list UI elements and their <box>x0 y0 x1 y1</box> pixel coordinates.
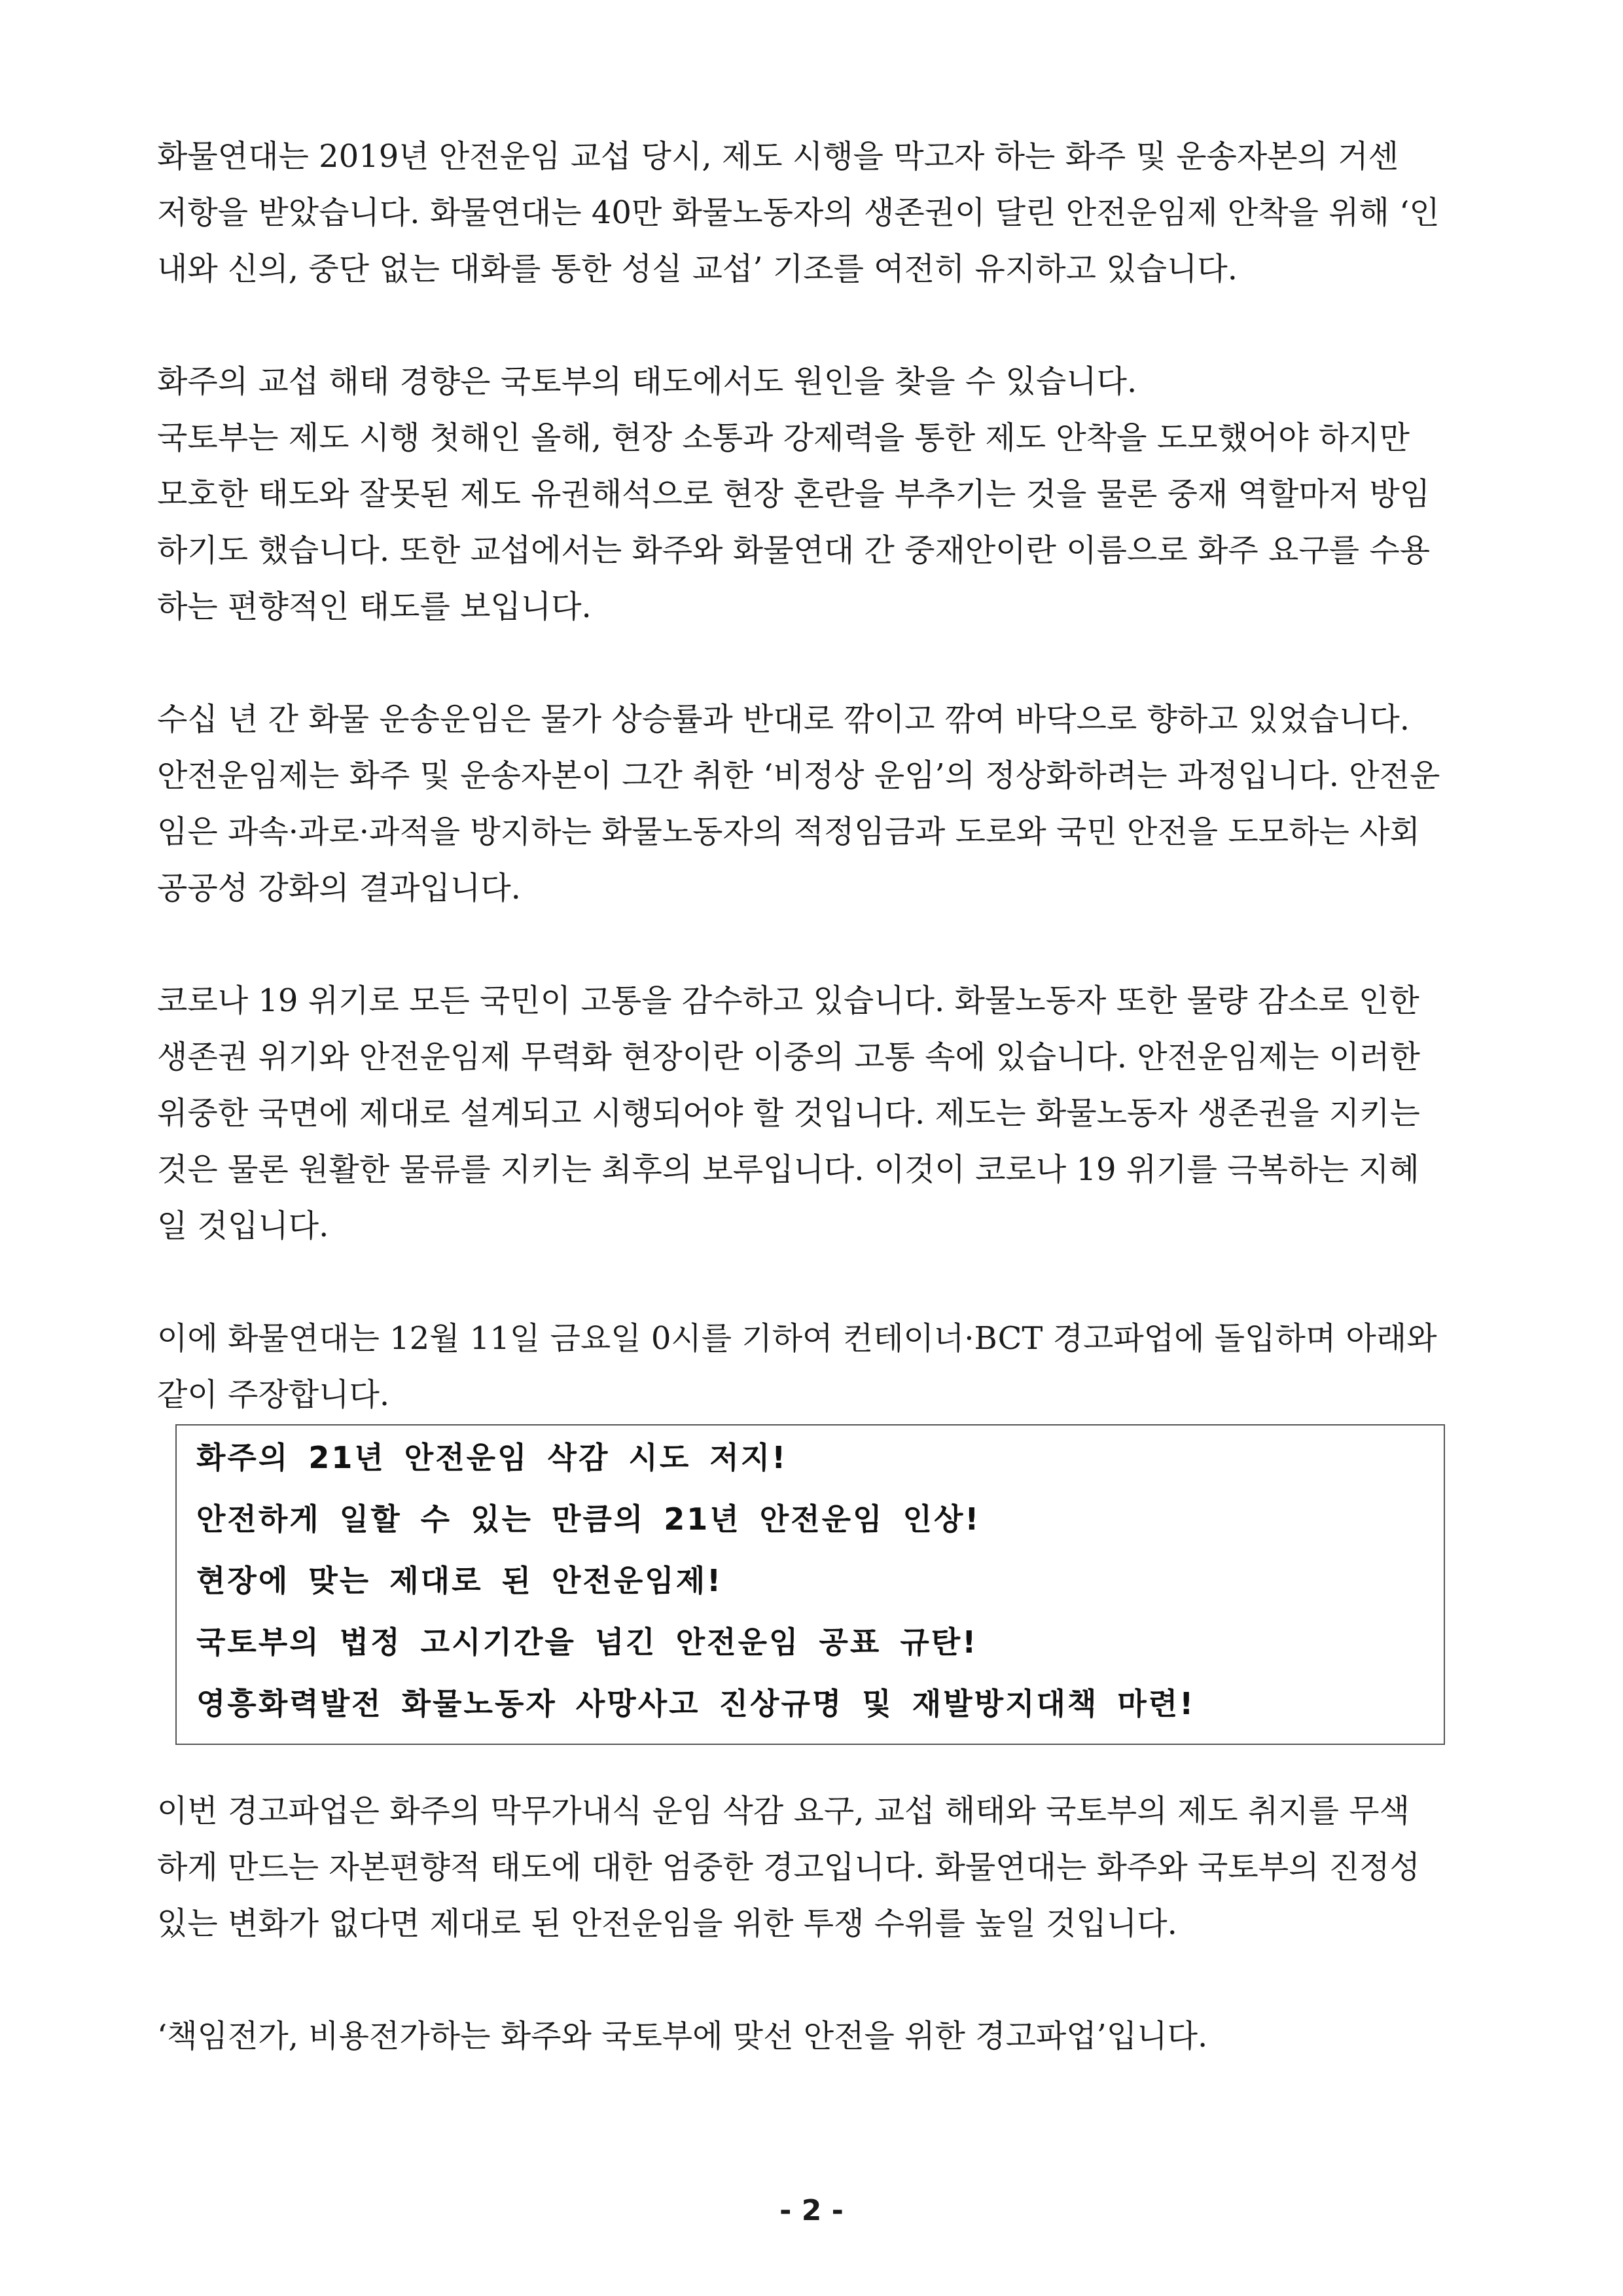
document-body <box>157 128 1466 2064</box>
text-line: 일 것입니다. <box>157 1208 329 1244</box>
demand-item: 안전하게 일할 수 있는 만큼의 21년 안전운임 인상! <box>196 1501 981 1537</box>
paragraph-ministry-attitude <box>157 410 1466 635</box>
text-line: 같이 주장합니다. <box>157 1376 390 1413</box>
text-line: 국토부는 제도 시행 첫해인 올해, 현장 소통과 강제력을 통한 제도 안착을 도모했어야 하지만 <box>157 420 1410 456</box>
text-line: 이번 경고파업은 화주의 막무가내식 운임 삭감 요구, 교섭 해태와 국토부의 제도 취지를 무색 <box>157 1793 1410 1829</box>
text-line: 생존권 위기와 안전운임제 무력화 현장이란 이중의 고통 속에 있습니다. 안전운임제는 이러한 <box>157 1039 1420 1075</box>
paragraph-freight-rates <box>157 691 1466 916</box>
text-line: 임은 과속·과로·과적을 방지하는 화물노동자의 적정임금과 도로와 국민 안전을 도모하는 사회 <box>157 814 1420 850</box>
text-line: 저항을 받았습니다. 화물연대는 40만 화물노동자의 생존권이 달린 안전운임제 안착을 위해 ‘인 <box>157 194 1440 231</box>
text-line: 모호한 태도와 잘못된 제도 유권해석으로 현장 혼란을 부추기는 것을 물론 중재 역할마저 방임 <box>157 476 1431 512</box>
demand-item: 화주의 21년 안전운임 삭감 시도 저지! <box>196 1440 788 1475</box>
paragraph-strike-announcement <box>157 1310 1466 1423</box>
text-line: 것은 물론 원활한 물류를 지키는 최후의 보루입니다. 이것이 코로나 19 위기를 극복하는 지혜 <box>157 1151 1419 1188</box>
page-number: - 2 - <box>779 2194 844 2227</box>
text-line: 하게 만드는 자본편향적 태도에 대한 엄중한 경고입니다. 화물연대는 화주와 국토부의 진정성 <box>157 1849 1420 1886</box>
demands-box <box>175 1424 1445 1745</box>
text-line: 하기도 했습니다. 또한 교섭에서는 화주와 화물연대 간 중재안이란 이름으로 화주 요구를 수용 <box>157 532 1431 569</box>
text-line: 있는 변화가 없다면 제대로 된 안전운임을 위한 투쟁 수위를 높일 것입니다. <box>157 1905 1177 1942</box>
text-line: 공공성 강화의 결과입니다. <box>157 870 521 906</box>
text-line: 화물연대는 2019년 안전운임 교섭 당시, 제도 시행을 막고자 하는 화주 및 운송자본의 거센 <box>157 138 1399 175</box>
text-line: 코로나 19 위기로 모든 국민이 고통을 감수하고 있습니다. 화물노동자 또한 물량 감소로 인한 <box>157 982 1419 1019</box>
text-line: ‘책임전가, 비용전가하는 화주와 국토부에 맞선 안전을 위한 경고파업’입니다. <box>157 2018 1208 2054</box>
paragraph-ministry-cause <box>157 353 1466 410</box>
paragraph-covid-crisis <box>157 973 1466 1254</box>
demand-item: 현장에 맞는 제대로 된 안전운임제! <box>196 1563 723 1598</box>
text-line: 이에 화물연대는 12월 11일 금요일 0시를 기하여 컨테이너·BCT 경고파업에 돌입하며 아래와 <box>157 1320 1437 1357</box>
demand-item: 영흥화력발전 화물노동자 사망사고 진상규명 및 재발방지대책 마련! <box>196 1686 1196 1721</box>
paragraph-negotiation-background <box>157 128 1466 297</box>
paragraph-closing-slogan <box>157 2008 1466 2064</box>
text-line: 위중한 국면에 제대로 설계되고 시행되어야 할 것입니다. 제도는 화물노동자 생존권을 지키는 <box>157 1095 1420 1132</box>
text-line: 하는 편향적인 태도를 보입니다. <box>157 588 592 625</box>
demand-item: 국토부의 법정 고시기간을 넘긴 안전운임 공표 규탄! <box>196 1624 978 1660</box>
text-line: 수십 년 간 화물 운송운임은 물가 상승률과 반대로 깎이고 깎여 바닥으로 향하고 있었습니다. <box>157 701 1410 738</box>
text-line: 안전운임제는 화주 및 운송자본이 그간 취한 ‘비정상 운임’의 정상화하려는 과정입니다. 안전운 <box>157 757 1440 794</box>
text-line: 내와 신의, 중단 없는 대화를 통한 성실 교섭’ 기조를 여전히 유지하고 있습니다. <box>157 251 1238 287</box>
text-line: 화주의 교섭 해태 경향은 국토부의 태도에서도 원인을 찾을 수 있습니다. <box>157 363 1137 400</box>
paragraph-warning-strike <box>157 1783 1466 1952</box>
